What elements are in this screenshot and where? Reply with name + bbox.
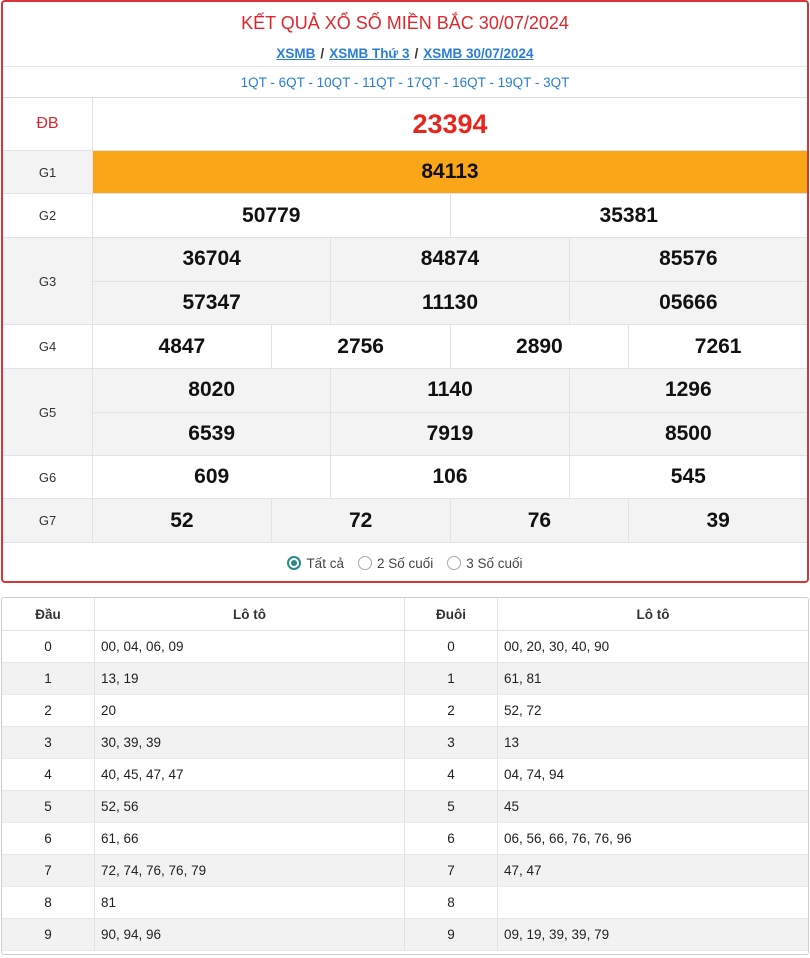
dau-loto-cell: 81	[95, 887, 405, 918]
breadcrumb	[3, 40, 807, 66]
prize-number: 57347	[182, 290, 241, 314]
prize-row-g3	[3, 238, 807, 325]
prize-number: 545	[569, 456, 807, 498]
prize-number: 1296	[569, 369, 807, 412]
duoi-loto-cell	[498, 887, 808, 918]
prize-number: 6539	[188, 421, 236, 445]
radio-unchecked-icon[interactable]	[358, 556, 372, 570]
dau-cell: 9	[2, 919, 95, 950]
prize-number: 84874	[330, 238, 568, 281]
duoi-loto-cell: 09, 19, 39, 39, 79	[504, 927, 610, 942]
duoi-cell: 9	[405, 919, 498, 950]
prize-number: 1140	[330, 369, 568, 412]
prize-number: 36704	[182, 247, 241, 271]
prize-label-g3: G3	[3, 238, 93, 324]
prize-number: 84113	[421, 160, 479, 183]
loto-table-body	[2, 631, 808, 951]
prize-number: 11130	[330, 282, 568, 325]
qt-codes: 1QT - 6QT - 10QT - 11QT - 17QT - 16QT - 19QT - 3QT	[3, 66, 807, 98]
dau-cell: 8	[2, 887, 95, 918]
prize-number: 8500	[569, 413, 807, 456]
filter-label: 2 Số cuối	[376, 555, 434, 571]
duoi-loto-cell: 06, 56, 66, 76, 76, 96	[504, 831, 632, 846]
duoi-loto-cell: 13	[504, 735, 520, 750]
prize-number: 72	[271, 499, 450, 542]
radio-checked-icon[interactable]	[287, 556, 301, 570]
dau-cell: 2	[2, 695, 95, 726]
prize-number: 8020	[188, 378, 236, 402]
table-row	[2, 791, 808, 823]
table-row	[2, 663, 808, 695]
prize-number: 4847	[158, 334, 206, 358]
breadcrumb-separator: /	[414, 45, 419, 61]
prize-row-g2	[3, 194, 807, 238]
prize-row-db	[3, 98, 807, 151]
duoi-loto-cell: 47, 47	[504, 863, 542, 878]
prize-label-g7: G7	[3, 499, 93, 542]
prize-number: 50779	[242, 203, 301, 227]
prize-number: 76	[450, 499, 629, 542]
dau-loto-cell: 52, 56	[95, 791, 405, 822]
table-row	[2, 727, 808, 759]
table-row	[2, 887, 808, 919]
page-title: KẾT QUẢ XỔ SỐ MIỀN BẮC 30/07/2024	[241, 12, 569, 33]
dau-cell: 1	[2, 663, 95, 694]
duoi-loto-cell: 61, 81	[504, 671, 542, 686]
duoi-cell: 3	[405, 727, 498, 758]
prize-number: 52	[170, 508, 194, 532]
filter-radio-all[interactable]	[287, 556, 344, 571]
prize-number: 85576	[569, 238, 807, 281]
filter-label: 3 Số cuối	[466, 555, 523, 571]
duoi-cell: 0	[405, 631, 498, 662]
prize-number: 7919	[330, 413, 568, 456]
prize-number: 7261	[628, 325, 807, 368]
results-panel	[1, 0, 809, 583]
dau-loto-cell: 61, 66	[95, 823, 405, 854]
dau-loto-cell: 30, 39, 39	[95, 727, 405, 758]
radio-unchecked-icon[interactable]	[447, 556, 461, 570]
prize-number: 05666	[569, 282, 807, 325]
header-dau: Đầu	[2, 598, 95, 630]
breadcrumb-link-xsmb[interactable]: XSMB	[276, 45, 316, 61]
prize-label-db: ĐB	[3, 98, 93, 150]
dau-cell: 4	[2, 759, 95, 790]
duoi-loto-cell: 04, 74, 94	[504, 767, 565, 782]
prize-number: 23394	[412, 108, 488, 139]
prize-number: 35381	[450, 194, 808, 237]
table-row	[2, 919, 808, 951]
prize-number: 2756	[271, 325, 450, 368]
duoi-cell: 5	[405, 791, 498, 822]
duoi-cell: 2	[405, 695, 498, 726]
table-row	[2, 759, 808, 791]
header-loto-duoi: Lô tô	[636, 606, 670, 622]
prize-row-g5	[3, 369, 807, 456]
duoi-cell: 4	[405, 759, 498, 790]
prize-number: 609	[194, 465, 230, 488]
dau-cell: 0	[2, 631, 95, 662]
prize-row-g1	[3, 151, 807, 194]
table-row	[2, 695, 808, 727]
dau-cell: 6	[2, 823, 95, 854]
dau-loto-cell: 90, 94, 96	[95, 919, 405, 950]
dau-cell: 7	[2, 855, 95, 886]
duoi-loto-cell: 45	[504, 799, 520, 814]
prize-label-g4: G4	[3, 325, 93, 368]
prize-number: 2890	[450, 325, 629, 368]
prize-row-g7	[3, 499, 807, 543]
dau-cell: 5	[2, 791, 95, 822]
header-loto-dau: Lô tô	[95, 598, 405, 630]
dau-loto-cell: 40, 45, 47, 47	[95, 759, 405, 790]
dau-loto-cell: 72, 74, 76, 76, 79	[95, 855, 405, 886]
prize-row-g4	[3, 325, 807, 369]
prize-number: 39	[628, 499, 807, 542]
table-row	[2, 855, 808, 887]
prize-number: 106	[330, 456, 568, 498]
filter-label: Tất cả	[306, 555, 344, 571]
breadcrumb-separator: /	[320, 45, 325, 61]
dau-loto-cell: 20	[95, 695, 405, 726]
dau-loto-cell: 13, 19	[95, 663, 405, 694]
breadcrumb-link-xsmb-date[interactable]: XSMB 30/07/2024	[423, 45, 534, 61]
filter-radio-last-3[interactable]	[447, 556, 522, 571]
filter-radio-last-2[interactable]	[358, 556, 433, 571]
duoi-loto-cell: 00, 20, 30, 40, 90	[504, 639, 610, 654]
dau-cell: 3	[2, 727, 95, 758]
table-row	[2, 631, 808, 663]
duoi-cell: 1	[405, 663, 498, 694]
prize-label-g1: G1	[3, 151, 93, 193]
prize-label-g6: G6	[3, 456, 93, 498]
prize-label-g2: G2	[3, 194, 93, 237]
duoi-cell: 6	[405, 823, 498, 854]
prize-row-g6	[3, 456, 807, 499]
header-duoi: Đuôi	[405, 598, 498, 630]
duoi-cell: 8	[405, 887, 498, 918]
table-row	[2, 823, 808, 855]
dau-loto-cell: 00, 04, 06, 09	[95, 631, 405, 662]
loto-table-header	[2, 598, 808, 631]
digit-filter-group	[3, 543, 807, 583]
duoi-loto-cell: 52, 72	[504, 703, 542, 718]
loto-table	[1, 597, 809, 955]
prize-label-g5: G5	[3, 369, 93, 455]
duoi-cell: 7	[405, 855, 498, 886]
breadcrumb-link-xsmb-weekday[interactable]: XSMB Thứ 3	[329, 45, 410, 61]
